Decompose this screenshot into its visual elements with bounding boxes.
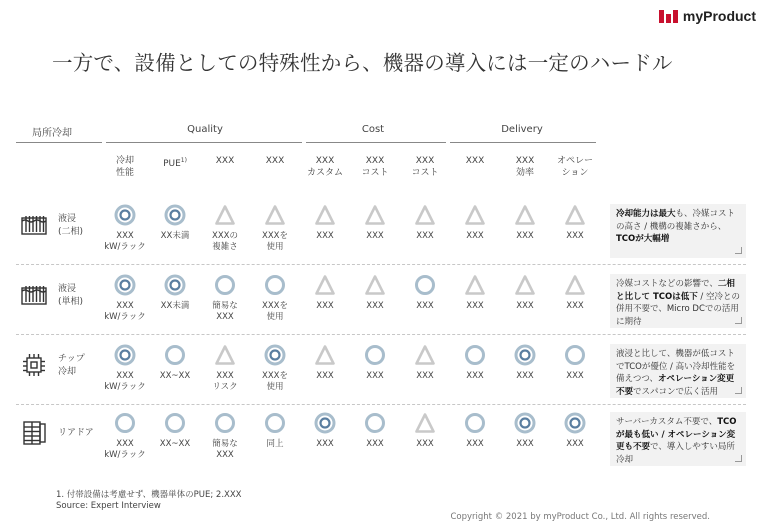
cell-label-text: 簡易な [212, 301, 238, 311]
cell-label [100, 301, 150, 323]
rating-cell [400, 344, 450, 382]
row-name: チップ [58, 354, 85, 364]
cell-label [300, 371, 350, 382]
rating-cell [550, 344, 600, 382]
cell-label-text: XXX [216, 450, 234, 460]
rating-cell [100, 204, 150, 253]
circle-mark-icon [364, 412, 386, 434]
cell-label-text: XXX [316, 301, 334, 311]
column-header-text: XXX [365, 156, 385, 166]
cell-label-text: XXX [416, 301, 434, 311]
column-header-text: 効率 [515, 168, 534, 178]
cell-label-text: 使用 [266, 382, 284, 392]
cell-label [500, 439, 550, 450]
cell-label [400, 439, 450, 450]
rating-cell [300, 274, 350, 312]
comment-highlight: TCOが大幅増 [616, 234, 670, 244]
rating-cell [500, 274, 550, 312]
row-name: 液浸 [58, 284, 77, 294]
group-cost: Cost [361, 124, 385, 135]
corner-mark-icon [735, 317, 742, 324]
cell-label [500, 301, 550, 312]
column-header-text: カスタム [306, 168, 343, 178]
circle-mark-icon [164, 412, 186, 434]
header-divider-rowlabel [16, 142, 102, 143]
column-header [500, 155, 550, 179]
column-header-text: XXX [515, 156, 535, 166]
rating-cell [550, 412, 600, 450]
column-header [550, 155, 600, 179]
cell-label-text: 使用 [266, 242, 284, 252]
column-header [400, 155, 450, 179]
triangle-mark-icon [464, 274, 486, 296]
cell-label-text: XXX [466, 301, 484, 311]
triangle-mark-icon [564, 204, 586, 226]
cell-label-text: XXX [416, 231, 434, 241]
circle-mark-icon [364, 344, 386, 366]
cell-label-text: XXX [516, 301, 534, 311]
cell-label [250, 439, 300, 450]
rating-cell [300, 204, 350, 242]
cell-label-text: XXX [366, 439, 384, 449]
brand-logo [659, 8, 756, 24]
rating-cell [200, 344, 250, 393]
cell-label [150, 231, 200, 242]
column-header [250, 155, 300, 167]
column-header-text: XXX [415, 156, 435, 166]
cell-label-text: XXX [366, 231, 384, 241]
double-circle-mark-icon [314, 412, 336, 434]
rating-cell [100, 274, 150, 323]
cell-label-text: XXX [516, 231, 534, 241]
cell-label-text: XXX [516, 439, 534, 449]
cell-label-text: XXX [516, 371, 534, 381]
rating-cell [300, 344, 350, 382]
cell-label [400, 231, 450, 242]
column-header-text: XXX [465, 156, 485, 166]
rating-cell [350, 204, 400, 242]
cell-label [300, 301, 350, 312]
cell-label-text: 簡易な [212, 439, 238, 449]
row-sub: (単相) [58, 297, 84, 307]
row-name: リアドア [58, 428, 94, 438]
cell-label-text: XXX [566, 371, 584, 381]
cell-label-text: kW/ラック [104, 382, 146, 392]
circle-mark-icon [414, 274, 436, 296]
rating-cell [550, 274, 600, 312]
rating-cell [450, 412, 500, 450]
cell-label-text: XX未満 [160, 301, 190, 311]
triangle-mark-icon [314, 204, 336, 226]
immersion-tank-icon [20, 212, 48, 242]
column-header-text: PUE [163, 159, 181, 169]
cell-label [350, 231, 400, 242]
rating-cell [450, 344, 500, 382]
row-comment [610, 344, 746, 398]
column-header-text: オペレー [556, 156, 593, 166]
row-header-label: 局所冷却 [32, 128, 72, 139]
cell-label-text: XXX [216, 312, 234, 322]
cell-label-text: XXX [416, 439, 434, 449]
comment-text: で、導入しやすい局所冷却 [616, 442, 735, 465]
cell-label [200, 301, 250, 323]
rating-cell [150, 204, 200, 242]
cell-label-text: kW/ラック [104, 450, 146, 460]
triangle-mark-icon [414, 412, 436, 434]
cell-label-text: XX~XX [159, 371, 191, 381]
cell-label [550, 231, 600, 242]
circle-mark-icon [564, 344, 586, 366]
cell-label [150, 439, 200, 450]
cell-label-text: XXXを [262, 371, 288, 381]
column-header-text: コスト [361, 168, 389, 178]
footnote-ref: 1) [180, 157, 187, 164]
logo-text: myProduct [682, 8, 756, 24]
cell-label-text: XXX [416, 371, 434, 381]
cell-label [200, 439, 250, 461]
cell-label [550, 439, 600, 450]
rating-cell [450, 274, 500, 312]
circle-mark-icon [464, 344, 486, 366]
double-circle-mark-icon [164, 274, 186, 296]
cell-label-text: XXX [566, 439, 584, 449]
rating-cell [400, 204, 450, 242]
column-header-text: 冷却 [115, 156, 134, 166]
cell-label [450, 301, 500, 312]
triangle-mark-icon [214, 204, 236, 226]
rating-cell [200, 412, 250, 461]
cell-label [400, 371, 450, 382]
cell-label-text: 使用 [266, 312, 284, 322]
rating-cell [500, 412, 550, 450]
rating-cell [250, 412, 300, 450]
chip-icon [20, 352, 48, 382]
cell-label-text: 同上 [266, 439, 284, 449]
rating-cell [100, 412, 150, 461]
cell-label-text: XXXを [262, 301, 288, 311]
rating-cell [450, 204, 500, 242]
triangle-mark-icon [514, 204, 536, 226]
row-divider [16, 404, 746, 405]
double-circle-mark-icon [114, 274, 136, 296]
cell-label [400, 301, 450, 312]
rating-cell [150, 344, 200, 382]
page-title: 一方で、設備としての特殊性から、機器の導入には一定のハードル [52, 51, 673, 75]
comment-text: 液浸と比して、機器が低コストでTCOが優位 / 高い冷却性能を備えつつ、 [616, 349, 736, 384]
cell-label-text: XXXを [262, 231, 288, 241]
rating-cell [350, 412, 400, 450]
row-label-rear-door [58, 427, 94, 440]
cell-label-text: XXX [566, 301, 584, 311]
rating-cell [150, 412, 200, 450]
rating-cell [550, 204, 600, 242]
cell-label [250, 371, 300, 393]
rack-icon [20, 420, 48, 450]
rating-cell [100, 344, 150, 393]
logo-mark-icon [659, 10, 679, 23]
double-circle-mark-icon [564, 412, 586, 434]
cell-label [350, 301, 400, 312]
rating-cell [250, 204, 300, 253]
circle-mark-icon [464, 412, 486, 434]
cell-label [100, 371, 150, 393]
row-sub: 冷却 [58, 367, 77, 377]
double-circle-mark-icon [114, 204, 136, 226]
circle-mark-icon [264, 274, 286, 296]
group-delivery: Delivery [501, 124, 543, 135]
comment-text: サーバーカスタム不要で、 [616, 417, 718, 427]
cell-label-text: kW/ラック [104, 312, 146, 322]
cell-label-text: XXX [316, 439, 334, 449]
circle-mark-icon [114, 412, 136, 434]
footnote: 1. 付帯設備は考慮せず、機器単体のPUE; 2.XXX [56, 490, 242, 500]
header-divider-delivery [450, 142, 596, 143]
comment-text: 冷媒コストなどの影響で、 [616, 279, 718, 289]
triangle-mark-icon [214, 344, 236, 366]
triangle-mark-icon [514, 274, 536, 296]
corner-mark-icon [735, 247, 742, 254]
column-header [450, 155, 500, 167]
comment-highlight: 冷却能力は最大 [616, 209, 676, 219]
corner-mark-icon [735, 455, 742, 462]
comment-text: / 空冷との併用不要で、Micro DCでの活用に期待 [616, 291, 741, 327]
column-header-text: コスト [411, 168, 439, 178]
cell-label [550, 301, 600, 312]
cell-label [100, 231, 150, 253]
cell-label [200, 371, 250, 393]
rating-cell [350, 274, 400, 312]
cell-label [250, 231, 300, 253]
row-divider [16, 264, 746, 265]
cell-label [450, 371, 500, 382]
double-circle-mark-icon [264, 344, 286, 366]
cell-label-text: XXX [366, 371, 384, 381]
triangle-mark-icon [564, 274, 586, 296]
column-header [200, 155, 250, 167]
cell-label-text: XXX [366, 301, 384, 311]
column-header-text: ション [561, 168, 589, 178]
cell-label-text: kW/ラック [104, 242, 146, 252]
column-header [350, 155, 400, 179]
cell-label [300, 439, 350, 450]
row-name: 液浸 [58, 214, 77, 224]
source-note: Source: Expert Interview [56, 501, 161, 511]
triangle-mark-icon [314, 274, 336, 296]
row-divider [16, 334, 746, 335]
circle-mark-icon [214, 274, 236, 296]
triangle-mark-icon [364, 274, 386, 296]
column-header [300, 155, 350, 179]
cell-label-text: XXX [466, 231, 484, 241]
cell-label-text: XXX [116, 231, 134, 241]
cell-label-text: XXX [116, 439, 134, 449]
triangle-mark-icon [464, 204, 486, 226]
cell-label [450, 231, 500, 242]
cell-label-text: XXX [216, 371, 234, 381]
immersion-tank-icon [20, 282, 48, 312]
row-label-immersion-single-phase [58, 283, 83, 309]
row-label-immersion-two-phase [58, 213, 83, 239]
row-comment [610, 274, 746, 328]
cell-label-text: XXX [316, 231, 334, 241]
circle-mark-icon [214, 412, 236, 434]
cell-label [550, 371, 600, 382]
comment-highlight: 二相と比して TCOは低下 [616, 279, 735, 302]
rating-cell [300, 412, 350, 450]
row-sub: (二相) [58, 227, 84, 237]
cell-label-text: XXXの [212, 231, 238, 241]
cell-label-text: XXX [466, 439, 484, 449]
double-circle-mark-icon [514, 344, 536, 366]
rating-cell [250, 344, 300, 393]
header-divider-cost [306, 142, 446, 143]
cell-label-text: XXX [316, 371, 334, 381]
cell-label [350, 439, 400, 450]
circle-mark-icon [264, 412, 286, 434]
column-header [150, 155, 200, 170]
rating-cell [200, 204, 250, 253]
rating-cell [200, 274, 250, 323]
cell-label-text: XXX [116, 301, 134, 311]
header-divider-quality [106, 142, 302, 143]
circle-mark-icon [164, 344, 186, 366]
cell-label-text: XXX [566, 231, 584, 241]
comment-highlight: オペレーション変更不要 [616, 374, 735, 397]
cell-label [150, 371, 200, 382]
cell-label [450, 439, 500, 450]
rating-cell [400, 412, 450, 450]
cell-label [500, 231, 550, 242]
cell-label [250, 301, 300, 323]
row-label-chip-cooling [58, 353, 85, 379]
row-comment [610, 412, 746, 466]
copyright: Copyright © 2021 by myProduct Co., Ltd. All rights reserved. [450, 512, 710, 522]
double-circle-mark-icon [164, 204, 186, 226]
triangle-mark-icon [364, 204, 386, 226]
column-header-text: XXX [265, 156, 285, 166]
cell-label [500, 371, 550, 382]
column-header-text: 性能 [115, 168, 134, 178]
double-circle-mark-icon [114, 344, 136, 366]
row-comment [610, 204, 746, 258]
cell-label-text: XXX [116, 371, 134, 381]
cell-label [150, 301, 200, 312]
rating-cell [150, 274, 200, 312]
triangle-mark-icon [264, 204, 286, 226]
double-circle-mark-icon [514, 412, 536, 434]
triangle-mark-icon [314, 344, 336, 366]
comment-highlight: TCOが最も低い / オペレーション変更も不要 [616, 417, 737, 452]
cell-label [100, 439, 150, 461]
comment-text: も、冷媒コストの高さ / 機構の複雑さから、 [616, 209, 736, 232]
rating-cell [500, 344, 550, 382]
corner-mark-icon [735, 387, 742, 394]
rating-cell [250, 274, 300, 323]
cell-label [350, 371, 400, 382]
cell-label-text: XX未満 [160, 231, 190, 241]
triangle-mark-icon [414, 344, 436, 366]
column-header [100, 155, 150, 179]
cell-label [300, 231, 350, 242]
comment-text: でスパコンで広く活用 [633, 386, 719, 397]
cell-label-text: XXX [466, 371, 484, 381]
group-quality: Quality [187, 124, 223, 135]
cell-label-text: XX~XX [159, 439, 191, 449]
cell-label-text: リスク [212, 382, 238, 392]
column-header-text: XXX [315, 156, 335, 166]
cell-label-text: 複雑さ [212, 242, 238, 252]
rating-cell [400, 274, 450, 312]
triangle-mark-icon [414, 204, 436, 226]
column-header-text: XXX [215, 156, 235, 166]
cell-label [200, 231, 250, 253]
rating-cell [500, 204, 550, 242]
rating-cell [350, 344, 400, 382]
